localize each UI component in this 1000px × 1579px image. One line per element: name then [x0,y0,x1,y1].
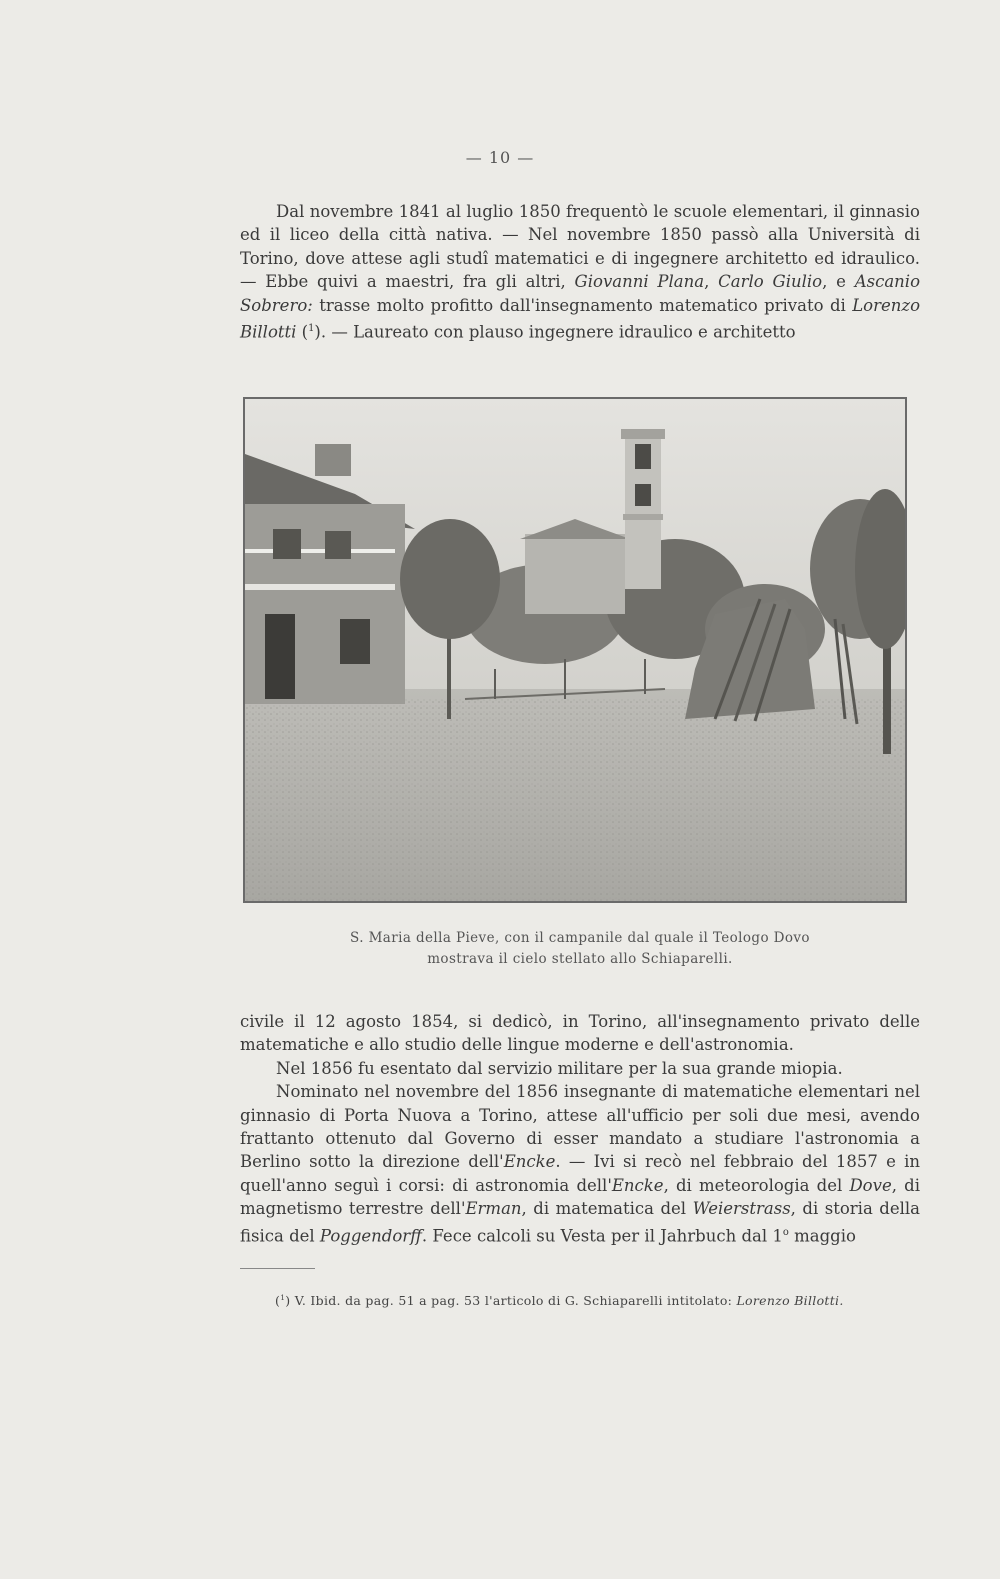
ref-close: ) [314,322,321,342]
footnote [275,1293,915,1308]
text-after-figure [240,1010,920,1248]
caption-line-2: mostrava il cielo stellato allo Schiaparelli. [427,951,733,967]
text-span: . — Laureato con plauso ingegnere idraulico e architetto [320,322,796,342]
text-span: Dal novembre 1841 al luglio 1850 frequentò le scuole elementari, il ginnasio ed il liceo della città nativa. — Nel novembre 1850 passò alla Università di Torino, dove attese agli studî matematici e di ingegnere architetto ed idraulico. — Ebbe quivi a maestri, fra gli altri, [240,202,920,292]
footnote-close: ) [285,1293,291,1309]
name-dove: Dove [849,1175,892,1195]
paragraph-continued: civile il 12 agosto 1854, si dedicò, in Torino, all'insegnamento privato delle matematiche e allo studio delle lingue moderne e dell'astronomia. [240,1012,920,1055]
name-erman: Erman [465,1199,522,1219]
separator: , [704,272,719,292]
text-span: , di storia della fisica del [240,1199,921,1246]
paragraph-berlin [240,1080,920,1247]
ref-open: ( [296,322,309,342]
figure-caption [240,928,920,970]
separator: , e [822,272,855,292]
text-span: trasse molto profitto dall'insegnamento matematico privato di [312,295,853,315]
footnote-divider [240,1268,315,1269]
name-plana: Giovanni Plana [574,272,705,292]
footnote-ref: 1 [308,323,315,335]
name-encke: Encke [611,1175,664,1195]
text-span: , di magnetismo terrestre dell' [240,1175,920,1219]
caption-line-1: S. Maria della Pieve, con il campanile dal quale il Teologo Dovo [350,930,810,946]
page-number: — 10 — [465,148,535,167]
text-span: , di matematica del [521,1199,693,1219]
footnote-open: ( [275,1293,281,1309]
name-weierstrass: Weierstrass [692,1199,791,1219]
footnote-text: V. Ibid. da pag. 51 a pag. 53 l'articolo di G. Schiaparelli intitolato: [290,1293,737,1309]
name-billotti: Lorenzo Billotti [240,295,920,342]
footnote-mark: 1 [280,1293,286,1302]
photograph-santa-maria-della-pieve [243,397,907,903]
paragraph-1856: Nel 1856 fu esentato dal servizio militare per la sua grande miopia. [276,1058,843,1078]
text-span: . — Ivi si recò nel febbraio del 1857 e in quell'anno seguì i corsi: di astronomia dell' [240,1152,920,1195]
paragraph-top [240,200,920,344]
name-poggendorff: Poggendorff [319,1226,422,1246]
name-giulio: Carlo Giulio [718,272,823,292]
footnote-title: Lorenzo Billotti. [736,1293,844,1309]
name-sobrero: Ascanio Sobrero: [240,272,921,315]
name-encke: Encke [503,1152,556,1172]
text-span: . Fece calcoli su Vesta per il Jahrbuch dal 1 [421,1226,783,1246]
text-span: maggio [788,1226,856,1246]
text-span: Nominato nel novembre del 1856 insegnante di matematiche elementari nel ginnasio di Porta Nuova a Torino, attese all'ufficio per soli due mesi, avendo frattanto ottenuto dal Governo di esser mandato a studiare l'astronomia a Berlino sotto la direzione dell' [240,1082,920,1172]
ordinal-mark: o [782,1226,789,1238]
text-span: , di meteorologia del [663,1175,850,1195]
